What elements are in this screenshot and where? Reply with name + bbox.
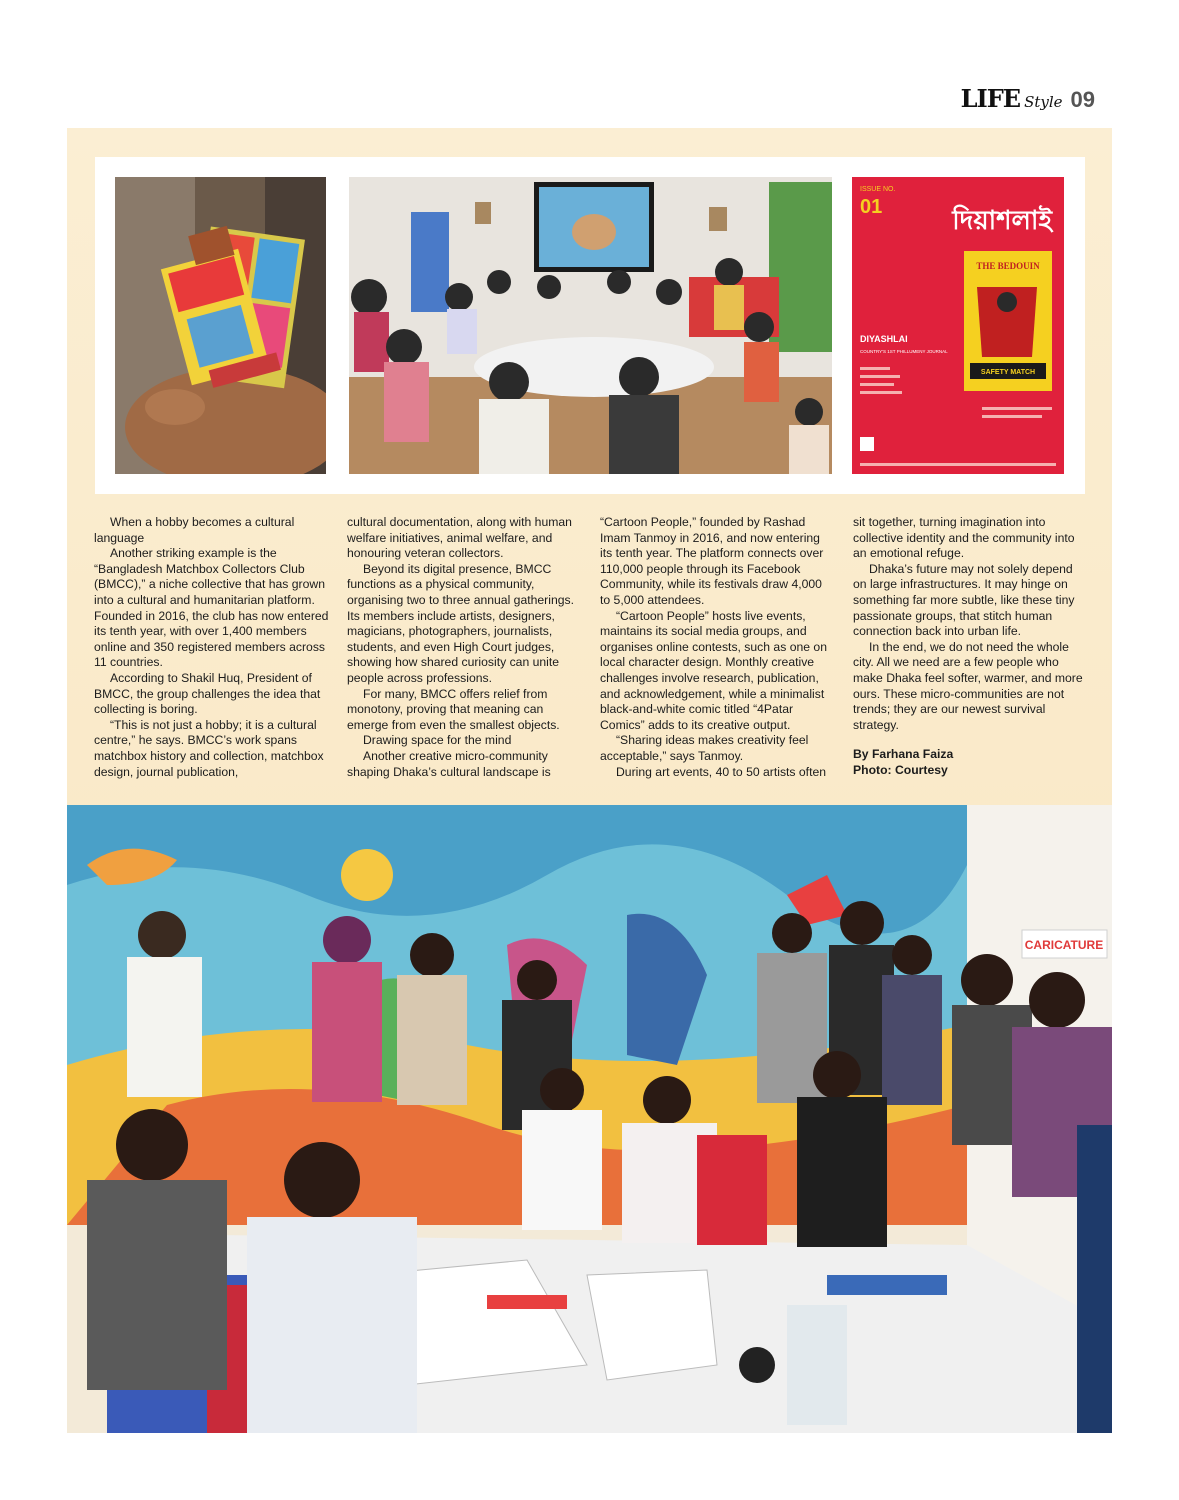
- journal-label-bottom: SAFETY MATCH: [980, 369, 1036, 376]
- byline: [853, 747, 1088, 778]
- article-column-3: [600, 515, 835, 780]
- journal-issue-number: 01: [860, 196, 883, 218]
- byline-photo-credit: Photo: Courtesy: [853, 762, 948, 777]
- workshop-photo: [349, 177, 832, 474]
- masthead: [961, 84, 1095, 113]
- paragraph: Dhaka’s future may not solely depend on large infrastructures. It may hinge on something far more subtle, like these tiny passionate groups, that stitch human connection back into urban life.: [853, 561, 1075, 639]
- journal-title-bn: দিয়াশলাই: [952, 206, 1052, 236]
- paragraph: During art events, 40 to 50 artists often: [616, 764, 827, 779]
- art-event-photo: [67, 805, 1112, 1433]
- paragraph: cultural documentation, along with human welfare initiatives, animal welfare, and honouring veteran collectors.: [347, 515, 572, 561]
- masthead-style: Style: [1024, 93, 1063, 111]
- journal-cover-photo: [852, 177, 1064, 474]
- masthead-brand: LIFE: [960, 84, 1021, 113]
- paragraph: In the end, we do not need the whole city. All we need are a few people who make Dhaka feel softer, warmer, and more ours. These micro-communities are not trends; they are our newest survival strategy.: [853, 639, 1083, 732]
- paragraph: “Cartoon People,” founded by Rashad Imam Tanmoy in 2016, and now entering its tenth year. The platform connects over 110,000 people through its Facebook Community, while its festivals draw 4,000 to 5,000 attendees.: [600, 515, 824, 607]
- photo-strip: [95, 157, 1085, 494]
- section-heading-hobby: When a hobby becomes a cultural language: [94, 515, 295, 545]
- paragraph: According to Shakil Huq, President of BMCC, the group challenges the idea that collecting is boring.: [94, 670, 321, 717]
- paragraph: Another creative micro-community shaping Dhaka’s cultural landscape is: [347, 748, 551, 779]
- article-body: [94, 515, 1086, 790]
- journal-subtitle: COUNTRY'S 1ST PHILLUMENY JOURNAL: [860, 349, 948, 354]
- paragraph: Beyond its digital presence, BMCC functions as a physical community, organising two to three annual gatherings. Its members include artists, designers, magicians, photographers, journalists, students, and even High Court judges, showing how shared curiosity can unite people across professions.: [347, 561, 574, 685]
- article-column-4: [853, 515, 1088, 779]
- paragraph: “Sharing ideas makes creativity feel acceptable,” says Tanmoy.: [600, 733, 809, 763]
- paragraph: Another striking example is the “Bangladesh Matchbox Collectors Club (BMCC),” a niche collective that has grown into a cultural and humanitarian platform. Founded in 2016, the club has now entered its tenth year, with over 1,400 members online and 350 registered members across 11 countries.: [94, 546, 329, 670]
- page-number: 09: [1070, 87, 1095, 112]
- journal-title-en: DIYASHLAI: [860, 334, 908, 344]
- byline-author: By Farhana Faiza: [853, 747, 954, 762]
- paragraph: “Cartoon People” hosts live events, maintains its social media groups, and organises online contests, such as one on local character design. Monthly creative challenges involve research, publication, and acknowledgement, while a minimalist black-and-white comic titled “4Patar Comics” adds to its creative output.: [600, 608, 827, 732]
- paragraph: “This is not just a hobby; it is a cultural centre,” he says. BMCC’s work spans matchbox history and collection, matchbox design, journal publication,: [94, 717, 324, 779]
- journal-label-top: THE BEDOUIN: [976, 261, 1040, 271]
- journal-issue-label: ISSUE NO.: [860, 186, 896, 193]
- paragraph: sit together, turning imagination into collective identity and the community into an emotional refuge.: [853, 515, 1075, 561]
- matchbox-photo: [115, 177, 326, 474]
- caricature-sign: CARICATURE: [1024, 938, 1104, 952]
- article-column-1: [94, 515, 329, 780]
- article-column-2: [347, 515, 582, 780]
- section-heading-drawing: Drawing space for the mind: [363, 733, 512, 748]
- paragraph: For many, BMCC offers relief from monotony, proving that meaning can emerge from even the smallest objects.: [347, 686, 560, 732]
